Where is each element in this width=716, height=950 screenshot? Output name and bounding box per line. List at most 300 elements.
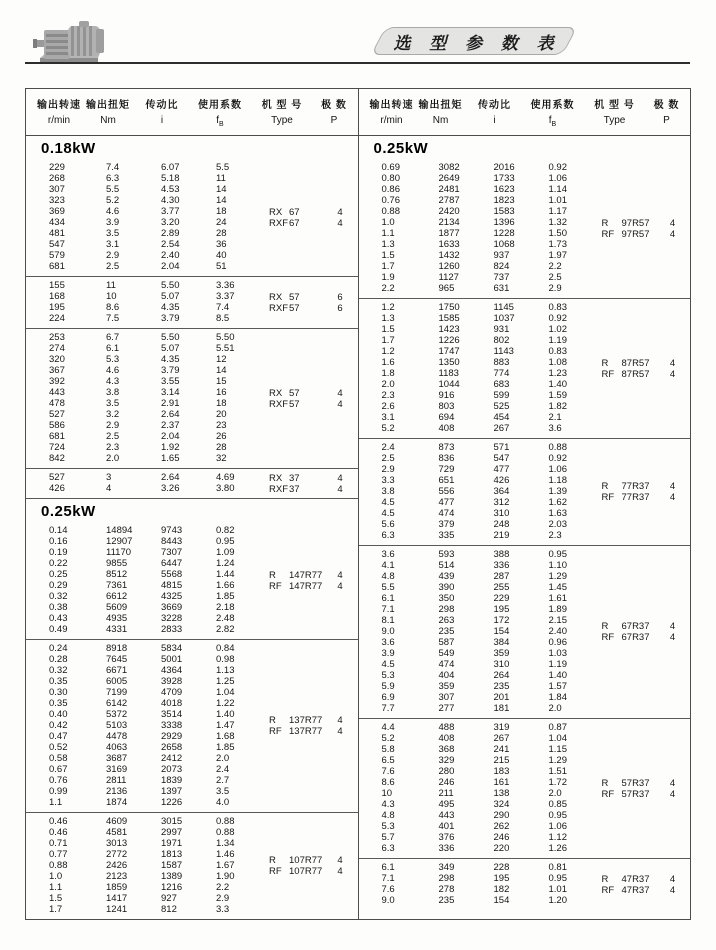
type-model: 47R37: [621, 873, 650, 885]
type-prefix: RF: [269, 580, 282, 592]
ratio-cell: 599: [493, 390, 510, 401]
torque-cell: 2420: [438, 206, 460, 217]
speed-cell: 4.5: [381, 508, 395, 519]
ratio-block: [359, 546, 691, 719]
table-row: [26, 313, 358, 324]
speed-cell: 0.88: [381, 206, 400, 217]
ratio-cell: 774: [493, 368, 510, 379]
table-row: [359, 239, 691, 250]
factor-cell: 1.19: [548, 659, 567, 670]
factor-cell: 14: [216, 184, 227, 195]
speed-cell: 6.3: [381, 530, 395, 541]
factor-cell: 2.7: [216, 775, 230, 786]
speed-cell: 0.42: [49, 720, 68, 731]
factor-cell: 0.92: [548, 453, 567, 464]
type-row: [602, 369, 688, 380]
factor-cell: 1.63: [548, 508, 567, 519]
table-row: [359, 832, 691, 843]
type-model: 147R77: [289, 569, 323, 581]
ratio-cell: 219: [493, 530, 510, 541]
type-model: 57: [289, 398, 300, 410]
type-poles-group: [602, 778, 688, 800]
speed-cell: 0.80: [381, 173, 400, 184]
ratio-cell: 3.77: [161, 206, 180, 217]
ratio-cell: 182: [493, 884, 510, 895]
header-label-unit: P: [330, 115, 338, 126]
speed-cell: 0.99: [49, 786, 68, 797]
speed-cell: 0.69: [381, 162, 400, 173]
speed-cell: 0.76: [49, 775, 68, 786]
factor-cell: 2.15: [548, 615, 567, 626]
speed-cell: 2.9: [381, 464, 395, 475]
poles-cell: 4: [337, 715, 343, 726]
torque-cell: 2134: [438, 217, 460, 228]
type-model: 67R37: [621, 621, 650, 632]
type-poles-group: [269, 855, 355, 877]
ratio-cell: 228: [493, 862, 510, 873]
type-model: 137R77: [289, 715, 323, 726]
ratio-cell: 183: [493, 766, 510, 777]
table-row: [359, 604, 691, 615]
ratio-cell: 364: [493, 486, 510, 497]
table-row: [359, 862, 691, 873]
header-label-cn: 输出扭矩: [86, 100, 130, 111]
torque-cell: 376: [438, 832, 455, 843]
torque-cell: 349: [438, 862, 455, 873]
ratio-cell: 220: [493, 843, 510, 854]
table-row: [26, 442, 358, 453]
ratio-cell: 1823: [493, 195, 515, 206]
ratio-cell: 3928: [161, 676, 183, 687]
table-row: [26, 280, 358, 291]
table-row: [359, 379, 691, 390]
type-row: [602, 874, 688, 885]
table-row: [359, 335, 691, 346]
type-prefix: R: [601, 357, 609, 369]
factor-cell: 1.67: [216, 860, 235, 871]
ratio-cell: 4.30: [161, 195, 180, 206]
factor-cell: 20: [216, 409, 227, 420]
speed-cell: 9.0: [381, 895, 395, 906]
type-row: [269, 218, 355, 229]
type-row: [269, 484, 355, 495]
torque-cell: 443: [438, 810, 455, 821]
ratio-cell: 1216: [161, 882, 183, 893]
header-label-cn: 传动比: [145, 100, 179, 111]
table-row: [359, 261, 691, 272]
table-row: [359, 755, 691, 766]
factor-cell: 1.02: [548, 324, 567, 335]
header-divider: [25, 62, 690, 64]
table-row: [359, 442, 691, 453]
type-poles-group: [269, 570, 355, 592]
header-label-cn: 极 数: [321, 100, 347, 111]
torque-cell: 246: [438, 777, 455, 788]
type-model: 97R57: [621, 217, 650, 229]
table-row: [359, 313, 691, 324]
ratio-cell: 4.35: [161, 302, 180, 313]
type-model: 107R77: [289, 866, 323, 877]
torque-cell: 408: [438, 733, 455, 744]
torque-cell: 335: [438, 530, 455, 541]
torque-cell: 350: [438, 593, 455, 604]
header-col-3: [469, 96, 521, 126]
torque-cell: 307: [438, 692, 455, 703]
speed-cell: 1.3: [381, 239, 395, 250]
type-model: 57R37: [621, 788, 650, 800]
factor-cell: 15: [216, 376, 227, 387]
factor-cell: 2.2: [216, 882, 230, 893]
factor-cell: 18: [216, 206, 227, 217]
speed-cell: 9.0: [381, 626, 395, 637]
speed-cell: 3.1: [381, 412, 395, 423]
speed-cell: 3.3: [381, 475, 395, 486]
speed-cell: 2.5: [381, 453, 395, 464]
ratio-cell: 4709: [161, 687, 183, 698]
table-row: [359, 412, 691, 423]
speed-cell: 6.1: [381, 862, 395, 873]
speed-cell: 7.6: [381, 884, 395, 895]
table-row: [359, 648, 691, 659]
torque-cell: 235: [438, 895, 455, 906]
type-model: 147R77: [289, 580, 323, 592]
torque-cell: 495: [438, 799, 455, 810]
type-prefix: RF: [269, 866, 282, 877]
factor-cell: 1.17: [548, 206, 567, 217]
torque-cell: 474: [438, 659, 455, 670]
ratio-cell: 454: [493, 412, 510, 423]
ratio-cell: 2016: [493, 162, 515, 173]
torque-cell: 6.7: [106, 332, 120, 343]
table-row: [26, 624, 358, 635]
poles-cell: 4: [669, 873, 676, 885]
ratio-cell: 824: [493, 261, 510, 272]
ratio-cell: 248: [493, 519, 510, 530]
speed-cell: 274: [49, 343, 65, 354]
factor-cell: 3.3: [216, 904, 230, 915]
speed-cell: 2.0: [381, 379, 395, 390]
speed-cell: 0.29: [49, 580, 68, 591]
table-row: [359, 464, 691, 475]
speed-cell: 0.38: [49, 602, 68, 613]
factor-cell: 1.90: [216, 871, 235, 882]
torque-cell: 5.2: [106, 195, 120, 206]
speed-cell: 1.3: [381, 313, 395, 324]
speed-cell: 478: [49, 398, 65, 409]
type-row: [602, 621, 688, 632]
torque-cell: 3.8: [106, 387, 120, 398]
speed-cell: 681: [49, 261, 65, 272]
type-prefix: RX: [269, 387, 283, 399]
speed-cell: 434: [49, 217, 65, 228]
type-poles-group: [602, 874, 688, 896]
ratio-cell: 287: [493, 571, 510, 582]
speed-cell: 4.1: [381, 560, 395, 571]
speed-cell: 724: [49, 442, 65, 453]
speed-cell: 6.3: [381, 843, 395, 854]
ratio-block: [26, 522, 358, 640]
table-row: [359, 272, 691, 283]
header-col-2: [415, 96, 467, 126]
factor-cell: 0.88: [548, 442, 567, 453]
torque-cell: 2.9: [106, 250, 120, 261]
ratio-cell: 1583: [493, 206, 515, 217]
torque-cell: 514: [438, 560, 455, 571]
type-model: 77R37: [621, 481, 650, 492]
ratio-cell: 264: [493, 670, 510, 681]
factor-cell: 1.59: [548, 390, 567, 401]
factor-cell: 2.40: [548, 626, 567, 637]
speed-cell: 842: [49, 453, 65, 464]
type-poles-group: [269, 207, 355, 229]
speed-cell: 1.8: [381, 368, 395, 379]
table-row: [359, 184, 691, 195]
ratio-cell: 1733: [493, 173, 515, 184]
torque-cell: 1859: [106, 882, 128, 893]
poles-cell: 4: [337, 866, 343, 877]
factor-cell: 0.92: [548, 313, 567, 324]
type-model: 107R77: [289, 855, 323, 866]
ratio-cell: 883: [493, 357, 510, 368]
ratio-cell: 3015: [161, 816, 183, 827]
speed-cell: 253: [49, 332, 65, 343]
ratio-cell: 229: [493, 593, 510, 604]
torque-cell: 8512: [106, 569, 128, 580]
speed-cell: 0.46: [49, 827, 68, 838]
ratio-block: [26, 159, 358, 277]
ratio-cell: 5.07: [161, 291, 180, 302]
factor-cell: 5.50: [216, 332, 235, 343]
header-col-5: [585, 96, 645, 126]
type-row: [269, 388, 355, 399]
table-row: [26, 882, 358, 893]
ratio-cell: 138: [493, 788, 510, 799]
torque-cell: 5103: [106, 720, 128, 731]
speed-cell: 224: [49, 313, 65, 324]
ratio-cell: 1623: [493, 184, 515, 195]
table-row: [359, 302, 691, 313]
torque-cell: 2.0: [106, 453, 120, 464]
header-col-5: [252, 96, 312, 126]
torque-cell: 3.5: [106, 398, 120, 409]
factor-cell: 2.5: [548, 272, 562, 283]
ratio-cell: 927: [161, 893, 177, 904]
factor-cell: 8.5: [216, 313, 230, 324]
torque-cell: 329: [438, 755, 455, 766]
poles-cell: 4: [337, 569, 343, 581]
ratio-cell: 384: [493, 637, 510, 648]
torque-cell: 1877: [438, 228, 460, 239]
table-row: [359, 810, 691, 821]
torque-cell: 2787: [438, 195, 460, 206]
factor-cell: 1.51: [548, 766, 567, 777]
torque-cell: 1183: [438, 368, 459, 379]
ratio-cell: 310: [493, 659, 510, 670]
table-row: [26, 786, 358, 797]
table-row: [359, 703, 691, 714]
speed-cell: 0.43: [49, 613, 68, 624]
table-row: [26, 676, 358, 687]
table-row: [359, 799, 691, 810]
type-row: [269, 855, 355, 866]
ratio-cell: 201: [493, 692, 510, 703]
poles-cell: 4: [669, 621, 676, 632]
speed-cell: 7.6: [381, 766, 395, 777]
torque-cell: 390: [438, 582, 455, 593]
ratio-cell: 3.55: [161, 376, 180, 387]
table-row: [26, 547, 358, 558]
table-row: [359, 206, 691, 217]
torque-cell: 1585: [438, 313, 460, 324]
speed-cell: 1.7: [381, 335, 395, 346]
header-label-unit: $f_B$: [548, 115, 557, 128]
ratio-cell: 4815: [161, 580, 183, 591]
torque-cell: 873: [438, 442, 455, 453]
torque-cell: 488: [438, 722, 455, 733]
speed-cell: 1.1: [381, 228, 395, 239]
torque-cell: 1633: [438, 239, 460, 250]
type-model: 57: [289, 302, 300, 314]
torque-cell: 3687: [106, 753, 128, 764]
header-label-unit: r/min: [47, 115, 71, 126]
ratio-cell: 388: [493, 549, 510, 560]
factor-cell: 1.23: [548, 368, 567, 379]
ratio-cell: 1813: [161, 849, 183, 860]
speed-cell: 0.35: [49, 676, 68, 687]
type-prefix: R: [269, 715, 276, 726]
factor-cell: 1.40: [548, 670, 567, 681]
speed-cell: 3.9: [381, 648, 395, 659]
table-row: [26, 904, 358, 915]
ratio-cell: 3669: [161, 602, 183, 613]
ratio-cell: 255: [493, 582, 510, 593]
speed-cell: 4.4: [381, 722, 395, 733]
torque-cell: 9855: [106, 558, 128, 569]
factor-cell: 18: [216, 398, 227, 409]
torque-cell: 1747: [438, 346, 460, 357]
speed-cell: 547: [49, 239, 65, 250]
speed-cell: 2.3: [381, 390, 395, 401]
table-row: [26, 376, 358, 387]
torque-cell: 4.6: [106, 365, 120, 376]
poles-cell: 4: [669, 788, 676, 800]
torque-cell: 1350: [438, 357, 460, 368]
type-row: [269, 581, 355, 592]
table-row: [26, 698, 358, 709]
speed-cell: 0.47: [49, 731, 68, 742]
poles-cell: 4: [337, 726, 343, 737]
torque-cell: 211: [438, 788, 454, 799]
poles-cell: 4: [669, 884, 676, 896]
factor-cell: 1.01: [548, 884, 567, 895]
ratio-cell: 312: [493, 497, 510, 508]
torque-cell: 5609: [106, 602, 128, 613]
type-prefix: RF: [601, 492, 615, 503]
poles-cell: 4: [337, 387, 343, 399]
speed-cell: 320: [49, 354, 65, 365]
speed-cell: 307: [49, 184, 65, 195]
torque-cell: 6.3: [106, 173, 120, 184]
table-row: [26, 173, 358, 184]
torque-cell: 2.5: [106, 261, 120, 272]
table-row: [26, 228, 358, 239]
table-row: [26, 261, 358, 272]
type-model: 97R57: [621, 228, 650, 240]
speed-cell: 4.8: [381, 810, 395, 821]
type-model: 37: [289, 472, 300, 484]
table-row: [359, 659, 691, 670]
factor-cell: 1.04: [216, 687, 235, 698]
ratio-cell: 161: [493, 777, 510, 788]
speed-cell: 0.35: [49, 698, 68, 709]
torque-cell: 916: [438, 390, 455, 401]
table-row: [26, 742, 358, 753]
speed-cell: 481: [49, 228, 65, 239]
speed-cell: 0.40: [49, 709, 68, 720]
factor-cell: 1.61: [548, 593, 567, 604]
poles-cell: 4: [337, 580, 343, 592]
speed-cell: 443: [49, 387, 65, 398]
ratio-cell: 8443: [161, 536, 183, 547]
factor-cell: 1.06: [548, 821, 567, 832]
factor-cell: 0.98: [216, 654, 235, 665]
torque-cell: 965: [438, 283, 455, 294]
ratio-cell: 4325: [161, 591, 183, 602]
ratio-cell: 267: [493, 423, 510, 434]
torque-cell: 7199: [106, 687, 128, 698]
ratio-block: [26, 329, 358, 469]
torque-cell: 5372: [106, 709, 128, 720]
poles-cell: 4: [669, 368, 676, 380]
factor-cell: 1.34: [216, 838, 235, 849]
torque-cell: 4331: [106, 624, 128, 635]
speed-cell: 6.9: [381, 692, 395, 703]
ratio-cell: 195: [493, 873, 510, 884]
type-model: 87R57: [621, 368, 650, 380]
factor-cell: 1.68: [216, 731, 235, 742]
ratio-cell: 2.64: [161, 409, 180, 420]
torque-cell: 263: [438, 615, 455, 626]
ratio-cell: 5.18: [161, 173, 180, 184]
table-row: [359, 519, 691, 530]
factor-cell: 1.15: [548, 744, 567, 755]
torque-cell: 651: [438, 475, 455, 486]
speed-cell: 0.77: [49, 849, 68, 860]
table-row: [359, 582, 691, 593]
header-label-cn: 传动比: [478, 100, 511, 111]
header-label-cn: 极 数: [653, 100, 680, 111]
torque-cell: 298: [438, 873, 455, 884]
torque-cell: 2481: [438, 184, 460, 195]
torque-cell: 298: [438, 604, 455, 615]
ratio-cell: 547: [493, 453, 510, 464]
table-row: [26, 816, 358, 827]
ratio-cell: 1.65: [161, 453, 180, 464]
factor-cell: 1.89: [548, 604, 567, 615]
speed-cell: 0.52: [49, 742, 68, 753]
torque-cell: 1750: [438, 302, 460, 313]
table-row: [26, 195, 358, 206]
table-row: [26, 239, 358, 250]
ratio-block: [359, 299, 691, 439]
factor-cell: 16: [216, 387, 227, 398]
header-col-6: [312, 96, 356, 126]
speed-cell: 1.1: [49, 882, 63, 893]
type-poles-group: [269, 388, 355, 410]
torque-cell: 8918: [106, 643, 128, 654]
speed-cell: 1.0: [49, 871, 63, 882]
torque-cell: 4478: [106, 731, 128, 742]
